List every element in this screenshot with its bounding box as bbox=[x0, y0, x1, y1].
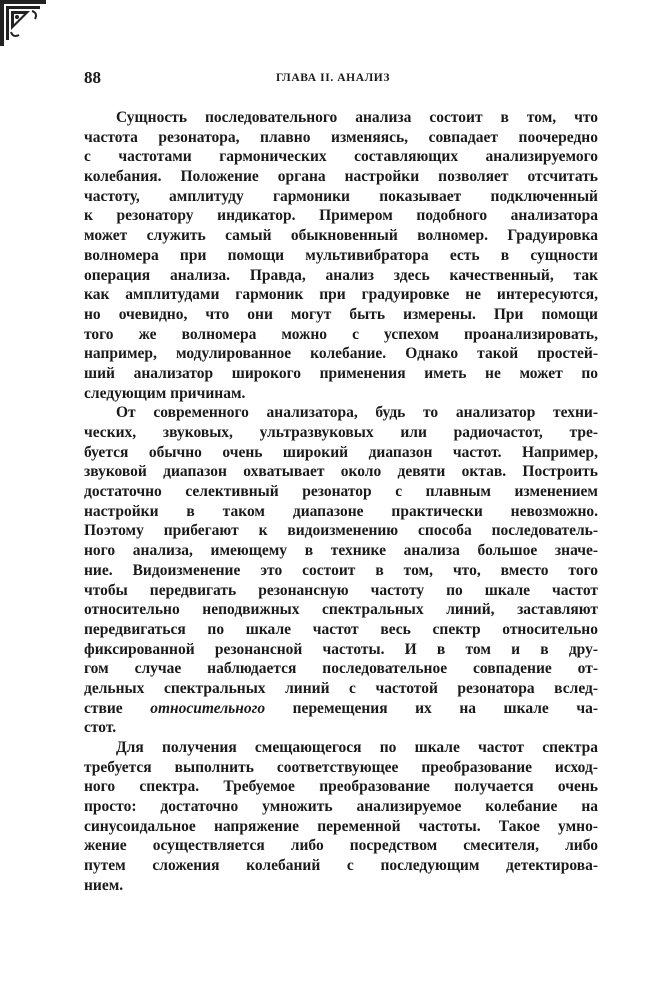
text-fragment: ствие bbox=[84, 699, 151, 717]
text-line: гом случае наблюдается последовательное совпадение от- bbox=[84, 660, 598, 678]
text-line: колебания. Положение органа настройки позволяет отсчитать bbox=[84, 168, 598, 186]
paragraph-2 bbox=[84, 403, 598, 738]
text-line: волномера при помощи мультивибратора есть в сущности bbox=[84, 246, 598, 264]
text-line: ного анализа, имеющему в технике анализа большое значе- bbox=[84, 542, 598, 560]
text-line: частоту, амплитуду гармоники показывает подключенный bbox=[84, 187, 598, 205]
text-line bbox=[84, 699, 598, 719]
text-line: передвигаться по шкале частот весь спектр относительно bbox=[84, 620, 598, 638]
text-line: к резонатору индикатор. Примером подобного анализатора bbox=[84, 207, 598, 225]
text-line: фиксированной резонансной частоты. И в том и в дру- bbox=[84, 640, 598, 658]
page-header bbox=[84, 68, 598, 92]
text-line: звуковой диапазон охватывает около девяти октав. Построить bbox=[84, 463, 598, 481]
body-text bbox=[84, 108, 598, 896]
running-head: ГЛАВА II. АНАЛИЗ bbox=[276, 72, 391, 84]
page-number: 88 bbox=[84, 68, 101, 87]
text-line: чтобы передвигать резонансную частоту по шкале частот bbox=[84, 581, 598, 599]
text-line: настройки в таком диапазоне практически невозможно. bbox=[84, 502, 598, 520]
text-line: следующим причинам. bbox=[84, 384, 246, 402]
paragraph-1 bbox=[84, 108, 598, 403]
paragraph-3 bbox=[84, 738, 598, 896]
text-line: ший анализатор широкого применения иметь не может по bbox=[84, 364, 598, 382]
text-line: достаточно селективный резонатор с плавным изменением bbox=[84, 483, 598, 501]
text-line: ние. Видоизменение это состоит в том, что, вместо того bbox=[84, 561, 598, 579]
text-line: требуется выполнить соответствующее преобразование исход- bbox=[84, 758, 598, 776]
text-line: От современного анализатора, будь то анализатор техни- bbox=[116, 404, 598, 422]
text-line: но очевидно, что они могут быть измерены. При помощи bbox=[84, 305, 598, 323]
text-line: с частотами гармонических составляющих анализируемого bbox=[84, 148, 598, 166]
text-line: жение осуществляется либо посредством смесителя, либо bbox=[84, 837, 598, 855]
emphasized-word: относительного bbox=[150, 699, 266, 717]
text-line: относительно неподвижных спектральных линий, заставляют bbox=[84, 601, 598, 619]
text-line: как амплитудами гармоник при градуировке не интересуются, bbox=[84, 286, 598, 304]
text-line: Для получения смещающегося по шкале частот спектра bbox=[116, 739, 598, 756]
corner-ornament-icon bbox=[0, 0, 46, 46]
text-line: того же волномера можно с успехом проанализировать, bbox=[84, 325, 598, 343]
text-line: буется обычно очень широкий диапазон частот. Например, bbox=[84, 443, 598, 461]
text-line: ческих, звуковых, ультразвуковых или радиочастот, тре- bbox=[84, 424, 598, 441]
text-line: Сущность последовательного анализа состоит в том, что bbox=[116, 109, 598, 126]
text-line: нием. bbox=[84, 876, 124, 894]
text-line: просто: достаточно умножить анализируемое колебание на bbox=[84, 798, 598, 816]
text-line: синусоидальное напряжение переменной частоты. Такое умно- bbox=[84, 817, 598, 835]
text-line: может служить самый обыкновенный волномер. Градуировка bbox=[84, 227, 598, 245]
text-line: ного спектра. Требуемое преобразование получается очень bbox=[84, 778, 598, 796]
text-line: Поэтому прибегают к видоизменению способа последователь- bbox=[84, 522, 598, 540]
text-line: например, модулированное колебание. Однако такой простей- bbox=[84, 345, 598, 363]
text-line: операция анализа. Правда, анализ здесь качественный, так bbox=[84, 266, 598, 284]
text-line: частота резонатора, плавно изменяясь, совпадает поочередно bbox=[84, 128, 598, 146]
text-fragment: перемещения их на шкале ча- bbox=[265, 699, 598, 717]
text-line: стот. bbox=[84, 719, 117, 737]
text-line: путем сложения колебаний с последующим детектирова- bbox=[84, 857, 598, 875]
text-line: дельных спектральных линий с частотой резонатора вслед- bbox=[84, 679, 598, 697]
